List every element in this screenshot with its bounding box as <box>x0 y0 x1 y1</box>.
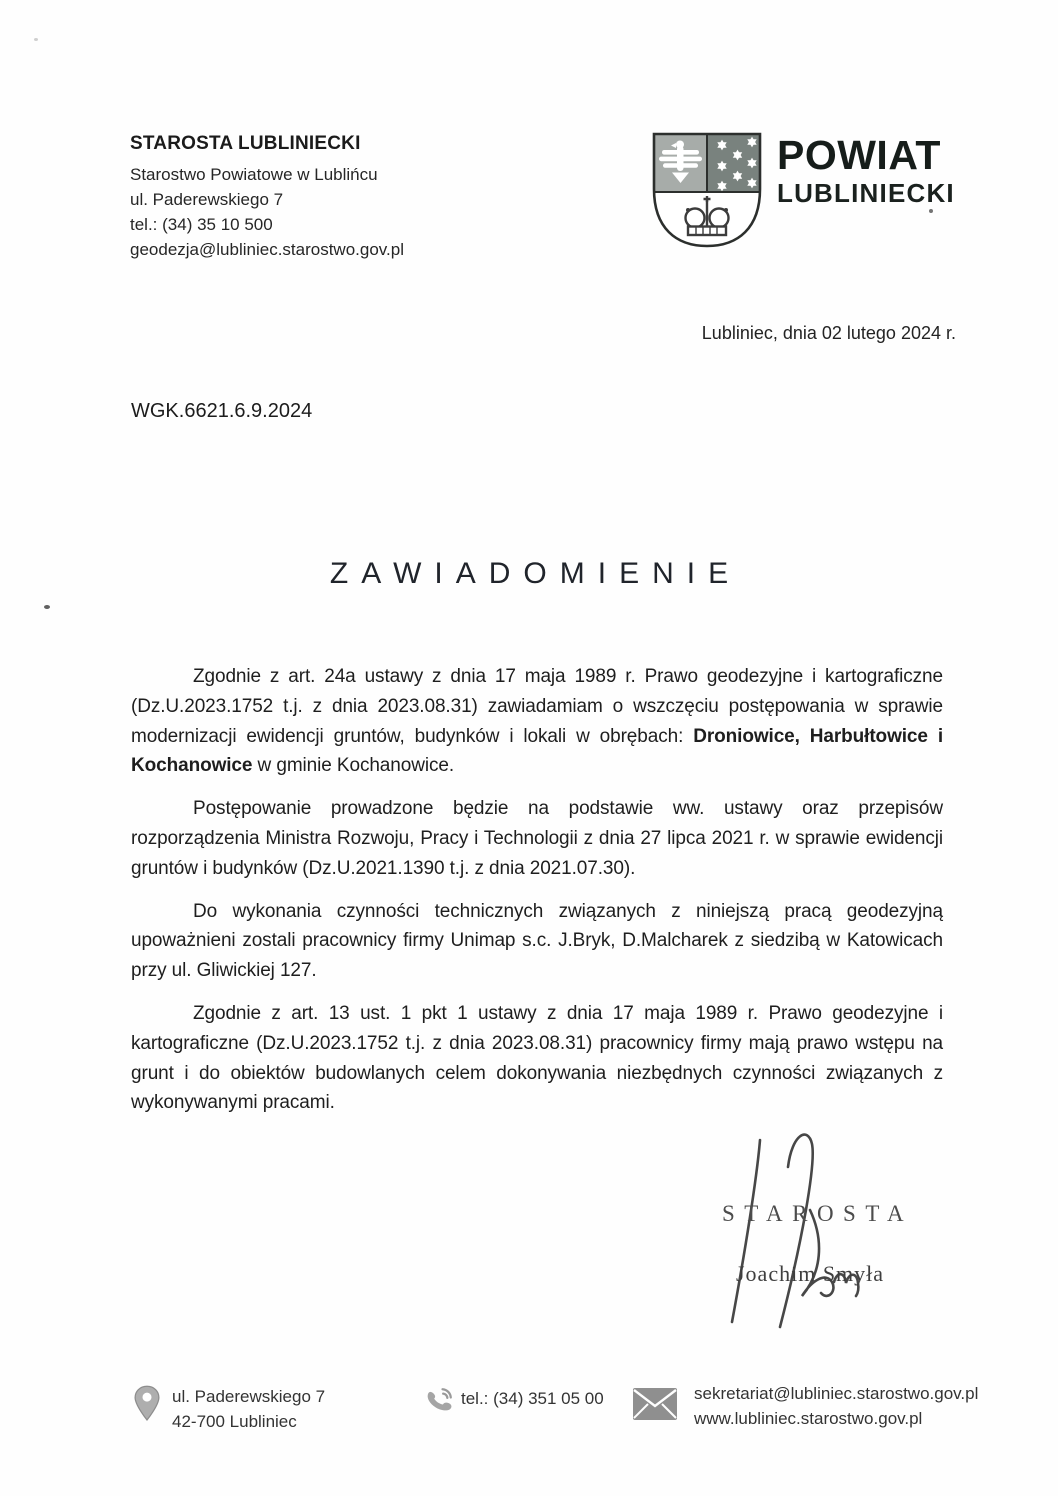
footer-address <box>172 1384 325 1434</box>
envelope-icon <box>632 1387 678 1426</box>
paragraph-1 <box>131 662 943 781</box>
paragraph-1-bold-localities: Droniowice, Harbułtowice i Kochanowice <box>131 725 943 777</box>
letter-body <box>131 662 943 1131</box>
signature-role: STAROSTA <box>722 1201 914 1226</box>
case-number: WGK.6621.6.9.2024 <box>131 400 313 422</box>
handwritten-signature-icon <box>688 1122 923 1342</box>
sender-email-line: geodezja@lubliniec.starostwo.gov.pl <box>130 240 404 259</box>
letter-title: ZAWIADOMIENIE <box>329 557 742 590</box>
footer-address-line1: ul. Paderewskiego 7 <box>172 1387 326 1406</box>
location-pin-icon <box>132 1384 162 1431</box>
signature-name: Joachim Smyła <box>736 1261 885 1286</box>
coat-of-arms-icon <box>650 130 764 256</box>
sender-name: STAROSTA LUBLINIECKI <box>130 133 361 154</box>
sender-block <box>130 133 404 262</box>
paragraph-4: Zgodnie z art. 13 ust. 1 pkt 1 ustawy z dnia 17 maja 1989 r. Prawo geodezyjne i kartograficzne (Dz.U.2023.1752 t.j. z dnia 2023.08.31) pracownicy firmy mają prawo wstępu na grunt i do obiektów budowlanych celem dokonywania niezbędnych czynności związanych z wykonywanymi pracami. <box>131 1002 943 1114</box>
footer-email: sekretariat@lubliniec.starostwo.gov.pl <box>694 1384 979 1403</box>
footer-phone: tel.: (34) 351 05 00 <box>461 1389 604 1408</box>
paragraph-3: Do wykonania czynności technicznych związanych z niniejszą pracą geodezyjną upoważnieni zostali pracownicy firmy Unimap s.c. J.Bryk, D.Malcharek z siedzibą w Katowicach przy ul. Gliwickiej 127. <box>131 900 943 982</box>
footer-contact <box>694 1381 978 1431</box>
footer-address-line2: 42-700 Lubliniec <box>172 1412 297 1431</box>
sender-phone-line: tel.: (34) 35 10 500 <box>130 215 273 234</box>
paragraph-1-lead: Zgodnie z art. 24a ustawy z dnia 17 maja 1989 r. Prawo geodezyjne i kartograficzne (Dz.U.2023.1752 t.j. z dnia 2023.08.31) zawiadamiam o wszczęciu postępowania w sprawie modernizacji ewidencji gruntów, budynków i lokali w obrębach: <box>131 666 943 747</box>
powiat-logo <box>777 132 955 208</box>
sender-office-line: Starostwo Powiatowe w Lublińcu <box>130 165 378 184</box>
logo-powiat-text: POWIAT <box>777 132 941 178</box>
scan-speck <box>44 605 50 609</box>
dateline: Lubliniec, dnia 02 lutego 2024 r. <box>701 323 956 343</box>
phone-icon <box>421 1381 459 1424</box>
scan-speck <box>34 38 38 41</box>
paragraph-1-tail: w gminie Kochanowice. <box>252 755 454 777</box>
sender-street-line: ul. Paderewskiego 7 <box>130 190 284 209</box>
footer-website: www.lubliniec.starostwo.gov.pl <box>694 1409 923 1428</box>
scan-speck <box>929 209 933 213</box>
paragraph-2: Postępowanie prowadzone będzie na podstawie ww. ustawy oraz przepisów rozporządzenia Ministra Rozwoju, Pracy i Technologii z dnia 27 lipca 2021 r. w sprawie ewidencji gruntów i budynków (Dz.U.2021.1390 t.j. z dnia 2021.07.30). <box>131 798 943 879</box>
logo-region-text: LUBLINIECKI <box>777 178 955 208</box>
